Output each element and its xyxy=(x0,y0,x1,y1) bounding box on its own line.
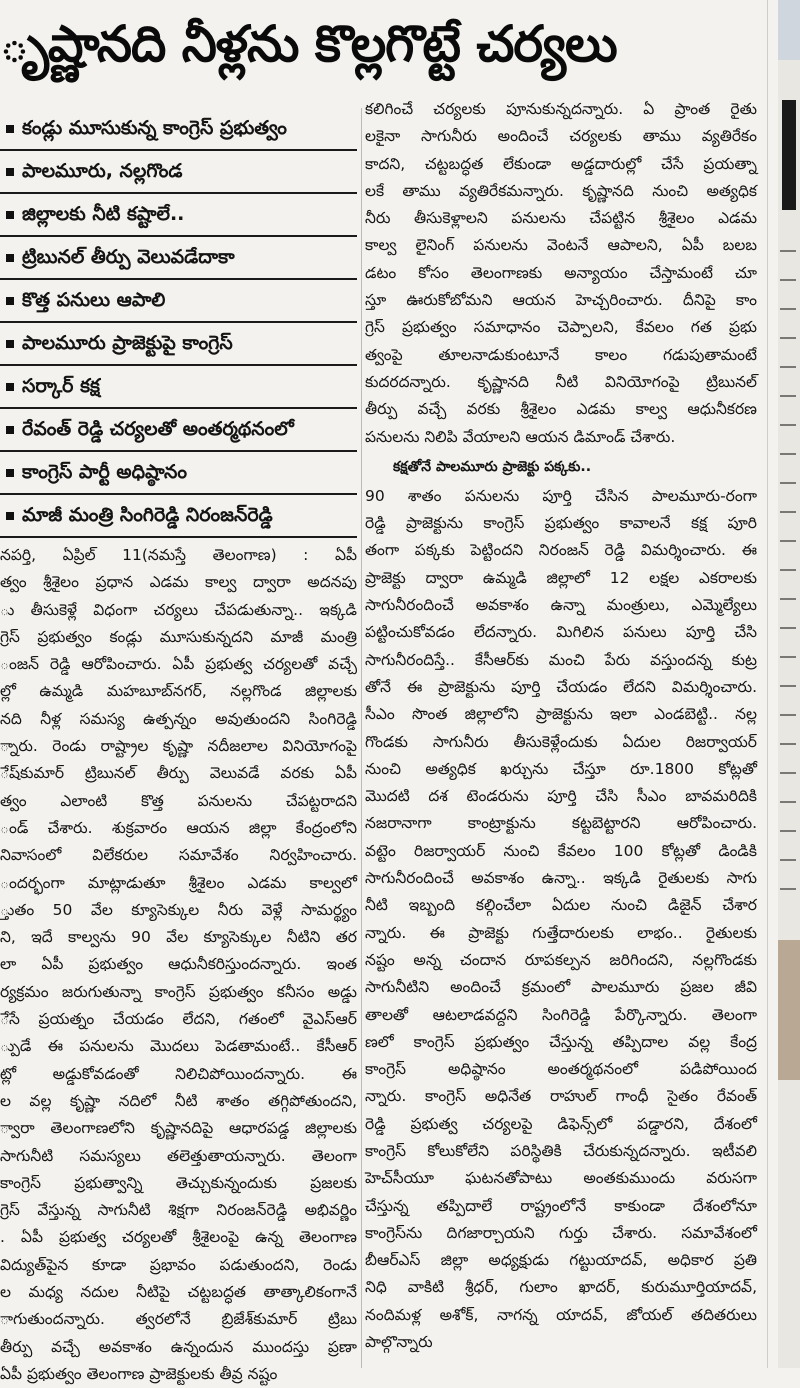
adjacent-text-line xyxy=(780,395,796,397)
adjacent-text-line xyxy=(780,859,796,861)
text-line: కాంగ్రెస్ ప్రభుత్వాన్ని తెచ్చుకున్నందుకు ప్రజలకు xyxy=(0,1173,357,1192)
text-line: ంజన్ రెడ్డి ఆరోపించారు. ఏపీ ప్రభుత్వ చర్యలతో వచ్చే xyxy=(0,655,357,674)
highlight-item xyxy=(0,409,357,452)
text-line: తోనే ఈ ప్రాజెక్టును పూర్తి చేయడం లేదని విమర్శించారు. xyxy=(365,677,757,696)
text-line: ల్లో ఉమ్మడి మహబూబ్‌నగర్, నల్లగొండ జిల్లాలకు xyxy=(0,682,357,701)
text-line: త్వంపై తూలనాడుకుంటూనే కాలం గడుపుతామంటే xyxy=(365,345,757,364)
text-line: తంగా పక్కకు పెట్టిందని నిరంజన్ రెడ్డి విమర్శించారు. ఈ xyxy=(365,541,757,560)
text-line: కలిగించే చర్యలకు పూనుకున్నదన్నారు. ఏ ప్రాంత రైతు xyxy=(365,100,757,118)
text-line: సాగునీరందించే అవకాశం ఉన్నా.. ఇక్కడి రైతులకు సాగు xyxy=(365,869,757,888)
text-line: ఏపీ ప్రభుత్వం తెలంగాణ ప్రాజెక్టులకు తీవ్ర నష్టం xyxy=(0,1364,278,1383)
highlight-item xyxy=(0,323,357,366)
highlight-text: రేవంత్ రెడ్డి చర్యలతో అంతర్మథనంలో xyxy=(22,418,294,440)
text-line: గ్రెస్ ప్రభుత్వం సమాధానం చెప్పాలని, కేవలం గత ప్రభు xyxy=(365,318,757,337)
highlight-text: మాజీ మంత్రి సింగిరెడ్డి నిరంజన్‌రెడ్డి xyxy=(22,504,273,526)
text-line: లకే తాము వ్యతిరేకమన్నారు. కృష్ణానది నుంచి అత్యధిక xyxy=(365,181,757,200)
highlight-item xyxy=(0,237,357,280)
adjacent-text-line xyxy=(780,337,796,339)
text-line: నపర్తి, ఏప్రిల్ 11(నమస్తే తెలంగాణ) : ఏపీ xyxy=(0,546,357,564)
text-line: కాల్వ లైనింగ్ పనులను వెంటనే ఆపాలని, ఏపీ బలబ xyxy=(365,236,757,255)
text-line: ాగుతుందన్నారు. త్వరలోనే బ్రిజేశ్‌కుమార్ ట్రిబు xyxy=(0,1310,357,1329)
adjacent-article-strip xyxy=(778,0,800,1368)
headline: ృష్ణానది నీళ్లను కొల్లగొట్టే చర్యలు xyxy=(0,15,617,73)
text-line: విద్యుత్‌పైన కూడా ప్రభావం పడుతుందని, రెండు xyxy=(0,1255,357,1274)
text-line: ర్యక్రమం జరుగుతున్నా కాంగ్రెస్ ప్రభుత్వం కనీసం అడ్డు xyxy=(0,982,357,1001)
adjacent-photo-top xyxy=(778,0,800,60)
text-line: సాగునీరందిస్తే.. కేసీఆర్‌కు మంచి పేరు వస్తుందన్న కుట్ర xyxy=(365,650,757,669)
text-line: బీఆర్‌ఎస్ జిల్లా అధ్యక్షుడు గట్టుయాదవ్, అధికార ప్రతి xyxy=(365,1251,757,1270)
text-line: హెచ్‌సీయూ ఘటనతోపాటు అంతకుముందు వరుసగా xyxy=(365,1169,757,1188)
bullet-marker xyxy=(6,254,14,262)
adjacent-text-line xyxy=(780,801,796,803)
text-line: నజరానాగా కాంట్రాక్టును కట్టబెట్టారని ఆరోపించారు. xyxy=(365,814,757,833)
highlight-text: కండ్లు మూసుకున్న కాంగ్రెస్ ప్రభుత్వం xyxy=(22,117,287,139)
highlight-text: పాలమూరు, నల్లగొండ xyxy=(22,160,183,182)
text-line: సీఎం సొంత జిల్లాలోని ప్రాజెక్టును ఇలా ఎండబెట్టి.. నల్ల xyxy=(365,705,757,724)
adjacent-text-line xyxy=(780,482,796,484)
highlight-text: జిల్లాలకు నీటి కష్టాలే.. xyxy=(22,203,185,225)
text-line: నీటి ఇబ్బంది కల్గించేలా ఏదుల నుంచి డిజైన్ చేశార xyxy=(365,896,757,915)
text-line: లకైనా సాగునీరు అందించే చర్యలకు తాము వ్యతిరేకం xyxy=(365,127,757,146)
highlight-text: పాలమూరు ప్రాజెక్టుపై కాంగ్రెస్ xyxy=(22,332,233,354)
text-line: ేష్‌కుమార్ ట్రిబునల్ తీర్పు వెలువడే వరకు ఏపీ xyxy=(0,764,357,783)
adjacent-headline-fragment xyxy=(782,100,796,210)
text-line: తీర్పు వచ్చే వరకు శ్రీశైలం ఎడమ కాల్వ ఆధునీకరణ xyxy=(365,400,757,419)
highlights-list xyxy=(0,108,357,538)
text-line: ట్లో అడ్డుకోవడంతో నిలిచిపోయిందన్నారు. ఈ xyxy=(0,1064,357,1083)
adjacent-text-line xyxy=(780,569,796,571)
highlight-item xyxy=(0,194,357,237)
middle-column xyxy=(365,96,757,1368)
bullet-marker xyxy=(6,125,14,133)
highlight-text: కొత్త పనులు ఆపాలి xyxy=(22,289,166,311)
highlight-text: ట్రిబునల్ తీర్పు వెలువడేదాకా xyxy=(22,246,235,268)
left-column xyxy=(0,108,357,1383)
text-line: వట్టెం రిజర్వాయర్ నుంచి కేవలం 100 కోట్లతో డిండికి xyxy=(365,841,757,860)
text-line: ందర్భంగా మాట్లాడుతూ శ్రీశైలం ఎడమ కాల్వలో xyxy=(0,873,357,892)
text-line: కాదని, చట్టబద్ధత లేకుండా అడ్డదారుల్లో చేసే ప్రయత్నా xyxy=(365,154,757,173)
highlight-item xyxy=(0,495,357,538)
text-line: ణలో కాంగ్రెస్ ప్రభుత్వం చేస్తున్న తప్పిదాల వల్ల కేంద్ర xyxy=(365,1032,757,1051)
text-line: ల మధ్య నదుల నీటిపై చట్టబద్ధత తాత్కాలికంగానే xyxy=(0,1283,357,1302)
text-line: ేసే ప్రయత్నం చేయడం లేదని, గతంలో వైఎస్‌ఆర్ xyxy=(0,1010,357,1029)
text-line: పనులను నిలిపి వేయాలని ఆయన డిమాండ్ చేశారు. xyxy=(365,427,676,446)
bullet-marker xyxy=(6,383,14,391)
text-line: ండ్ చేశారు. శుక్రవారం ఆయన జిల్లా కేంద్రంలోని xyxy=(0,818,357,837)
text-line: నివాసంలో విలేకరుల సమావేశం నిర్వహించారు. xyxy=(0,846,357,865)
text-line: సాగునీటి సమస్యలు తలెత్తుతాయన్నారు. తెలంగా xyxy=(0,1146,357,1165)
text-line: నది నీళ్ల సమస్య ఉత్పన్నం అవుతుందని సింగిరెడ్డి xyxy=(0,709,357,728)
text-line: త్వం ఎలాంటి కొత్త పనులను చేపట్టరాదని xyxy=(0,791,357,810)
text-line: స్తూ ఊరుకోబోమని ఆయన హెచ్చరించారు. దీనిపై కాం xyxy=(365,291,757,310)
text-line: కాంగ్రెస్‌ను దిగజార్చాయని గుర్తు చేశారు. సమావేశంలో xyxy=(365,1223,757,1242)
text-line: ్తుతం 50 వేల క్యూసెక్కుల నీరు వెళ్లే సామర్థ్యం xyxy=(0,900,357,919)
text-line: నష్టం అన్న చందాన రూపకల్పన జరిగిందని, నల్లగొండకు xyxy=(365,950,757,969)
adjacent-text-line xyxy=(780,685,796,687)
highlight-item xyxy=(0,452,357,495)
adjacent-text-line xyxy=(780,279,796,281)
adjacent-text-line xyxy=(780,714,796,716)
text-line: ప్రాజెక్టు ద్వారా ఉమ్మడి జిల్లాలో 12 లక్షల ఎకరాలకు xyxy=(365,568,757,587)
highlight-item xyxy=(0,366,357,409)
text-line: గ్రెస్ ప్రభుత్వం కండ్లు మూసుకున్నదని మాజీ మంత్రి xyxy=(0,627,357,646)
adjacent-text-line xyxy=(780,830,796,832)
text-line: పట్టించుకోవడం లేదన్నారు. మిగిలిన పనులు పూర్తి చేసి xyxy=(365,623,757,642)
subheading: కక్షతోనే పాలమూరు ప్రాజెక్టు పక్కకు.. xyxy=(393,458,592,475)
adjacent-text-line xyxy=(780,888,796,890)
highlight-item xyxy=(0,151,357,194)
bullet-marker xyxy=(6,211,14,219)
text-line: 90 శాతం పనులను పూర్తి చేసిన పాలమూరు-రంగా xyxy=(365,486,757,505)
text-line: మొదటి దశ టెండరును పూర్తి చేసి సీఎం బావమరిదికి xyxy=(365,787,757,806)
adjacent-text-line xyxy=(780,453,796,455)
highlight-text: సర్కార్ కక్ష xyxy=(22,375,100,397)
text-line: ల వల్ల కృష్ణా నదిలో నీటి శాతం తగ్గిపోతుందని, xyxy=(0,1091,357,1110)
adjacent-text-line xyxy=(780,627,796,629)
text-line: సాగునీరందించే అవకాశం ఉన్నా మంత్రులు, ఎమ్మెల్యేలు xyxy=(365,596,757,615)
text-line: రెడ్డి ప్రాజెక్టును కాంగ్రెస్ ప్రభుత్వం కావాలనే కక్ష పూరి xyxy=(365,514,757,533)
adjacent-text-line xyxy=(780,656,796,658)
text-line: గ్రెస్ వేస్తున్న సాగునీటి శిక్షగా నిరంజన్‌రెడ్డి అభివర్ణిం xyxy=(0,1201,357,1220)
middle-article-body-2 xyxy=(365,483,757,1357)
column-divider xyxy=(361,108,362,1368)
bullet-marker xyxy=(6,469,14,477)
text-line: ్నారు. రెండు రాష్ట్రాల కృష్ణా నదీజలాల వినియోగంపై xyxy=(0,737,357,756)
text-line: లా ఏపీ ప్రభుత్వం ఆధునీకరిస్తుందన్నారు. ఇంత xyxy=(0,955,357,974)
highlight-item xyxy=(0,280,357,323)
text-line: కుదరదన్నారు. కృష్ణానది నీటి వినియోగంపై ట్రిబునల్ xyxy=(365,372,757,391)
text-line: నీరు తీసుకెళ్లాలని పనులను చేపట్టిన శ్రీశైలం ఎడమ xyxy=(365,209,757,228)
text-line: ు తీసుకెళ్లే విధంగా చర్యలు చేపడుతున్నా.. ఇక్కడి xyxy=(0,600,357,619)
bullet-marker xyxy=(6,426,14,434)
adjacent-text-line xyxy=(780,250,796,252)
text-line: ్పుడే ఈ పనులను మొదలు పెడతామంటే.. కేసీఆర్ xyxy=(0,1037,357,1056)
adjacent-photo-bottom xyxy=(778,940,800,1080)
adjacent-text-line xyxy=(780,743,796,745)
text-line: రెడ్డి ప్రభుత్వ చర్యలపై డిఫెన్స్‌లో పడ్డారని, దేశంలో xyxy=(365,1114,757,1133)
middle-article-body-1 xyxy=(365,96,757,451)
text-line: సాగునీటిని అందించే క్రమంలో పాలమూరు ప్రజల జీవి xyxy=(365,978,757,997)
text-line: త్వం శ్రీశైలం ప్రధాన ఎడమ కాల్వ ద్వారా అదనపు xyxy=(0,573,357,592)
text-line: ్వారా తెలంగాణలోని కృష్ణానదిపై ఆధారపడ్డ జిల్లాలకు xyxy=(0,1119,357,1138)
highlight-text: కాంగ్రెస్ పార్టీ అధిష్ఠానం xyxy=(22,461,187,483)
text-line: నుంచి అత్యధిక ఖర్చును చేస్తూ రూ.1800 కోట్లతో xyxy=(365,759,757,778)
adjacent-text-line xyxy=(780,424,796,426)
text-line: కాంగ్రెస్ అధిష్ఠానం అంతర్మథనంలో పడిపోయింద xyxy=(365,1060,757,1079)
bullet-marker xyxy=(6,512,14,520)
page-divider xyxy=(767,0,768,1368)
text-line: గొండకు సాగునీరు తీసుకెళ్లేందుకు ఏదుల రిజర్వాయర్ xyxy=(365,732,757,751)
bullet-marker xyxy=(6,340,14,348)
text-line: డటం కోసం తెలంగాణకు అన్యాయం చేస్తామంటే చూ xyxy=(365,263,757,282)
adjacent-text-line xyxy=(780,598,796,600)
text-line: న్నారు. కాంగ్రెస్ అధినేత రాహుల్ గాంధీ సైతం రేవంత్ xyxy=(365,1087,757,1106)
bullet-marker xyxy=(6,297,14,305)
text-line: నిధి వాకిటి శ్రీధర్, గులాం ఖాదర్, కురుమూర్తియాదవ్, xyxy=(365,1278,757,1297)
text-line: తీర్పు వచ్చే అవకాశం ఉన్నందున ముందస్తు ప్రణా xyxy=(0,1337,357,1356)
highlight-item xyxy=(0,108,357,151)
adjacent-text-line xyxy=(780,366,796,368)
left-article-body xyxy=(0,542,357,1388)
adjacent-text-line xyxy=(780,540,796,542)
text-line: ని, ఇదే కాల్వను 90 వేల క్యూసెక్కుల నీటిని తర xyxy=(0,928,357,947)
text-line: తాలతో ఆటలాడవద్దని సింగిరెడ్డి పేర్కొన్నారు. తెలంగా xyxy=(365,1005,757,1024)
text-line: చేస్తున్న తప్పిదాలే రాష్ట్రంలోనే కాకుండా దేశంలోనూ xyxy=(365,1196,757,1215)
adjacent-text-line xyxy=(780,511,796,513)
text-line: న్నారు. ఈ ప్రాజెక్టు గుత్తేదారులకు లాభం.. రైతులకు xyxy=(365,923,757,942)
text-line: . ఏపీ ప్రభుత్వ చర్యలతో శ్రీశైలంపై ఉన్న తెలంగాణ xyxy=(0,1228,357,1247)
text-line: కాంగ్రెస్ కోలుకోలేని పరిస్థితికి చేరుకున్నదన్నారు. ఇటీవలి xyxy=(365,1141,757,1160)
bullet-marker xyxy=(6,168,14,176)
text-line: పాల్గొన్నారు xyxy=(365,1333,433,1352)
adjacent-text-line xyxy=(780,308,796,310)
text-line: నందిమళ్ల అశోక్, నాగన్న యాదవ్, జోయల్ తదితరులు xyxy=(365,1305,757,1324)
adjacent-text-line xyxy=(780,772,796,774)
